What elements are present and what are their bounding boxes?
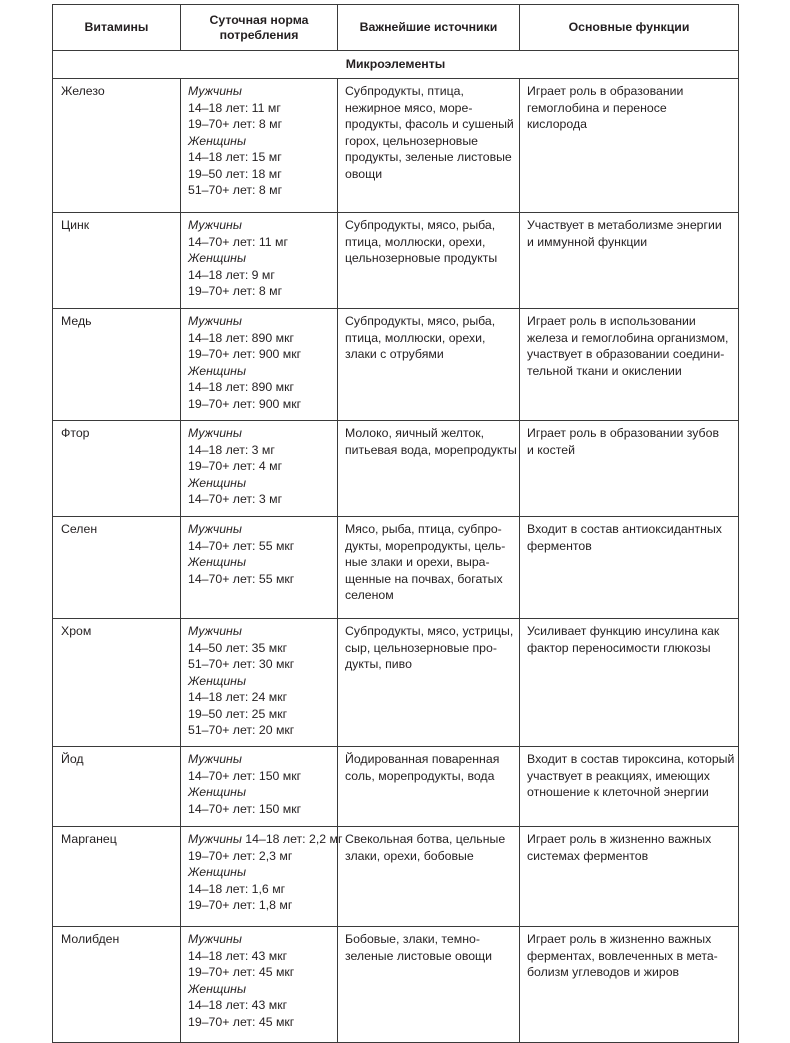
gender-label: Женщины	[188, 981, 247, 996]
source-line: Свекольная ботва, цельные	[345, 832, 506, 846]
functions-cell	[520, 747, 739, 827]
function-line: Играет роль в жизненно важных	[527, 832, 712, 846]
norm-line	[188, 149, 331, 166]
norm-line	[188, 801, 331, 818]
sources-cell	[338, 421, 520, 517]
source-line: дукты, морепродукты, цель-	[345, 538, 506, 553]
header-norm-line1: Суточная норма	[209, 12, 309, 27]
function-line: железа и гемоглобина организмом,	[527, 330, 729, 345]
norm-value: 14–18 лет: 2,2 мг	[241, 832, 343, 846]
source-line: нежирное мясо, море-	[345, 100, 473, 115]
norm-line	[188, 1014, 331, 1031]
norm-value: 19–70+ лет: 1,8 мг	[188, 898, 293, 912]
gender-label: Мужчины	[188, 752, 242, 766]
gender-label: Женщины	[188, 865, 247, 879]
norm-value: 14–18 лет: 43 мкг	[188, 948, 288, 963]
norm-line	[188, 656, 331, 673]
nutrient-name: Молибден	[53, 927, 181, 1043]
norm-line	[188, 346, 331, 363]
daily-norm-cell	[181, 421, 338, 517]
norm-line	[188, 83, 331, 100]
source-line: сыр, цельнозерновые про-	[345, 640, 497, 655]
nutrient-name: Медь	[53, 309, 181, 421]
nutrient-name: Железо	[53, 79, 181, 213]
source-line: птица, моллюски, орехи,	[345, 330, 486, 345]
norm-line	[188, 554, 331, 571]
daily-norm-cell	[181, 927, 338, 1043]
sources-cell	[338, 747, 520, 827]
norm-value: 19–70+ лет: 4 мг	[188, 459, 283, 473]
function-line: кислорода	[527, 117, 587, 131]
sources-cell	[338, 79, 520, 213]
norm-value: 14–50 лет: 35 мкг	[188, 640, 288, 655]
norm-line	[188, 330, 331, 347]
norm-line	[188, 458, 331, 475]
norm-line	[188, 948, 331, 965]
norm-line	[188, 250, 331, 267]
functions-cell	[520, 827, 739, 927]
function-line: Играет роль в жизненно важных	[527, 932, 712, 946]
daily-norm-cell	[181, 747, 338, 827]
source-line: зеленые листовые овощи	[345, 948, 493, 963]
function-line: участвует в реакциях, имеющих	[527, 768, 710, 783]
function-line: Усиливает функцию инсулина как	[527, 624, 720, 638]
function-line: гемоглобина и переносе	[527, 100, 667, 115]
daily-norm-cell	[181, 517, 338, 619]
source-line: соль, морепродукты, вода	[345, 768, 495, 783]
norm-line	[188, 100, 331, 117]
nutrient-name: Цинк	[53, 213, 181, 309]
function-line: системах ферментов	[527, 848, 649, 863]
norm-value: 14–70+ лет: 150 мкг	[188, 801, 302, 816]
norm-value: 14–70+ лет: 55 мкг	[188, 571, 295, 586]
norm-line	[188, 313, 331, 330]
norm-line	[188, 881, 331, 898]
norm-line	[188, 784, 331, 801]
norm-line	[188, 831, 343, 848]
table-row	[53, 927, 739, 1043]
table-row	[53, 827, 739, 927]
source-line: Бобовые, злаки, темно-	[345, 932, 480, 946]
norm-value: 14–70+ лет: 55 мкг	[188, 538, 295, 553]
source-line: продукты, зеленые листовые	[345, 150, 512, 164]
function-line: Участвует в метаболизме энергии	[527, 218, 722, 232]
nutrient-name: Фтор	[53, 421, 181, 517]
norm-line	[188, 363, 331, 380]
norm-value: 14–18 лет: 1,6 мг	[188, 881, 286, 896]
function-line: Играет роль в образовании зубов	[527, 426, 719, 440]
norm-line	[188, 442, 331, 459]
source-line: злаки с отрубями	[345, 347, 444, 361]
norm-value: 14–18 лет: 15 мг	[188, 150, 282, 164]
daily-norm-cell	[181, 827, 343, 927]
norm-value: 14–70+ лет: 11 мг	[188, 234, 288, 249]
function-line: Входит в состав антиоксидантных	[527, 522, 722, 536]
norm-line	[188, 571, 331, 588]
nutrient-name: Марганец	[53, 827, 181, 927]
source-line: Молоко, яичный желток,	[345, 426, 485, 440]
function-line: участвует в образовании соедини-	[527, 347, 725, 361]
gender-label: Женщины	[188, 251, 247, 265]
table-row	[53, 79, 739, 213]
norm-value: 19–50 лет: 18 мг	[188, 166, 282, 181]
norm-line	[188, 864, 331, 881]
table-row	[53, 309, 739, 421]
sources-cell	[338, 213, 520, 309]
norm-value: 19–50 лет: 25 мкг	[188, 706, 288, 721]
sources-cell	[338, 827, 520, 927]
norm-value: 19–70+ лет: 8 мг	[188, 117, 283, 131]
functions-cell	[520, 927, 739, 1043]
source-line: ные злаки и орехи, выра-	[345, 555, 490, 569]
nutrient-name: Селен	[53, 517, 181, 619]
norm-line	[188, 673, 331, 690]
norm-line	[188, 768, 331, 785]
norm-value: 19–70+ лет: 45 мкг	[188, 965, 295, 979]
micronutrients-table	[52, 4, 739, 1043]
function-line: отношение к клеточной энергии	[527, 785, 709, 799]
norm-line	[188, 425, 331, 442]
functions-cell	[520, 421, 739, 517]
norm-value: 19–70+ лет: 8 мг	[188, 284, 283, 298]
norm-line	[188, 722, 331, 739]
norm-line	[188, 283, 331, 300]
norm-value: 19–70+ лет: 900 мкг	[188, 347, 302, 361]
gender-label: Мужчины	[188, 832, 242, 846]
source-line: цельнозерновые продукты	[345, 251, 498, 265]
norm-line	[188, 997, 331, 1014]
source-line: питьевая вода, морепродукты	[345, 442, 517, 457]
source-line: Субпродукты, мясо, рыба,	[345, 218, 496, 232]
norm-line	[188, 848, 331, 865]
norm-value: 51–70+ лет: 30 мкг	[188, 657, 295, 671]
source-line: овощи	[345, 166, 383, 181]
norm-value: 19–70+ лет: 45 мкг	[188, 1014, 295, 1029]
norm-line	[188, 689, 331, 706]
sources-cell	[338, 927, 520, 1043]
functions-cell	[520, 213, 739, 309]
functions-cell	[520, 79, 739, 213]
gender-label: Мужчины	[188, 624, 242, 638]
norm-line	[188, 706, 331, 723]
gender-label: Мужчины	[188, 218, 242, 232]
source-line: дукты, пиво	[345, 657, 412, 671]
sources-cell	[338, 619, 520, 747]
norm-value: 51–70+ лет: 20 мкг	[188, 723, 295, 737]
norm-line	[188, 379, 331, 396]
norm-line	[188, 475, 331, 492]
norm-line	[188, 133, 331, 150]
gender-label: Мужчины	[188, 932, 242, 946]
norm-value: 14–18 лет: 24 мкг	[188, 690, 288, 704]
source-line: Йодированная поваренная	[345, 752, 500, 766]
header-functions: Основные функции	[520, 5, 739, 51]
function-line: и иммунной функции	[527, 234, 648, 249]
table-row	[53, 213, 739, 309]
norm-line	[188, 267, 331, 284]
norm-line	[188, 623, 331, 640]
source-line: щенные на почвах, богатых	[345, 571, 503, 586]
gender-label: Мужчины	[188, 314, 242, 328]
gender-label: Женщины	[188, 363, 247, 378]
function-line: ферментах, вовлеченных в мета-	[527, 948, 718, 963]
function-line: Играет роль в использовании	[527, 314, 696, 328]
source-line: горох, цельнозерновые	[345, 133, 479, 148]
table-row	[53, 421, 739, 517]
daily-norm-cell	[181, 79, 338, 213]
norm-line	[188, 640, 331, 657]
norm-line	[188, 521, 331, 538]
gender-label: Мужчины	[188, 522, 242, 536]
nutrient-name: Йод	[53, 747, 181, 827]
functions-cell	[520, 619, 739, 747]
norm-value: 14–18 лет: 11 мг	[188, 100, 281, 115]
table-row	[53, 619, 739, 747]
nutrient-name: Хром	[53, 619, 181, 747]
norm-line	[188, 234, 331, 251]
header-vitamins: Витамины	[53, 5, 181, 51]
norm-line	[188, 538, 331, 555]
norm-value: 14–70+ лет: 3 мг	[188, 492, 283, 506]
gender-label: Мужчины	[188, 426, 242, 440]
gender-label: Женщины	[188, 475, 247, 490]
norm-line	[188, 897, 331, 914]
gender-label: Женщины	[188, 555, 247, 569]
source-line: птица, моллюски, орехи,	[345, 234, 486, 249]
header-norm-line2: потребления	[219, 27, 299, 42]
header-daily-norm	[181, 5, 338, 51]
gender-label: Женщины	[188, 673, 247, 688]
norm-value: 14–70+ лет: 150 мкг	[188, 768, 302, 783]
function-line: тельной ткани и окислении	[527, 363, 682, 378]
function-line: и костей	[527, 442, 575, 457]
norm-line	[188, 931, 331, 948]
gender-label: Мужчины	[188, 84, 242, 98]
norm-value: 14–18 лет: 890 мкг	[188, 330, 294, 345]
norm-value: 14–18 лет: 9 мг	[188, 267, 275, 282]
norm-line	[188, 964, 331, 981]
norm-line	[188, 182, 331, 199]
norm-value: 19–70+ лет: 900 мкг	[188, 396, 302, 411]
source-line: Мясо, рыба, птица, субпро-	[345, 522, 502, 536]
daily-norm-cell	[181, 619, 338, 747]
norm-value: 14–18 лет: 43 мкг	[188, 998, 288, 1012]
norm-value: 19–70+ лет: 2,3 мг	[188, 848, 293, 863]
norm-line	[188, 166, 331, 183]
header-sources: Важнейшие источники	[338, 5, 520, 51]
section-title: Микроэлементы	[53, 51, 739, 79]
source-line: злаки, орехи, бобовые	[345, 848, 474, 863]
norm-line	[188, 491, 331, 508]
daily-norm-cell	[181, 309, 338, 421]
functions-cell	[520, 517, 739, 619]
norm-line	[188, 396, 331, 413]
norm-value: 51–70+ лет: 8 мг	[188, 183, 283, 197]
sources-cell	[338, 517, 520, 619]
gender-label: Женщины	[188, 785, 247, 799]
table-row	[53, 517, 739, 619]
source-line: Субпродукты, птица,	[345, 84, 464, 98]
source-line: селеном	[345, 588, 394, 602]
norm-value: 14–18 лет: 3 мг	[188, 442, 275, 457]
section-row	[53, 51, 739, 79]
table-row	[53, 747, 739, 827]
norm-line	[188, 217, 331, 234]
source-line: Субпродукты, мясо, устрицы,	[345, 624, 514, 638]
function-line: Играет роль в образовании	[527, 84, 684, 98]
function-line: фактор переносимости глюкозы	[527, 640, 711, 655]
sources-cell	[338, 309, 520, 421]
function-line: болизм углеводов и жиров	[527, 965, 680, 979]
header-row	[53, 5, 739, 51]
function-line: ферментов	[527, 538, 592, 553]
source-line: Субпродукты, мясо, рыба,	[345, 314, 496, 328]
norm-line	[188, 116, 331, 133]
norm-line	[188, 981, 331, 998]
norm-line	[188, 751, 331, 768]
source-line: продукты, фасоль и сушеный	[345, 117, 514, 131]
functions-cell	[520, 309, 739, 421]
daily-norm-cell	[181, 213, 338, 309]
norm-value: 14–18 лет: 890 мкг	[188, 380, 294, 394]
gender-label: Женщины	[188, 133, 247, 148]
function-line: Входит в состав тироксина, который	[527, 752, 735, 766]
